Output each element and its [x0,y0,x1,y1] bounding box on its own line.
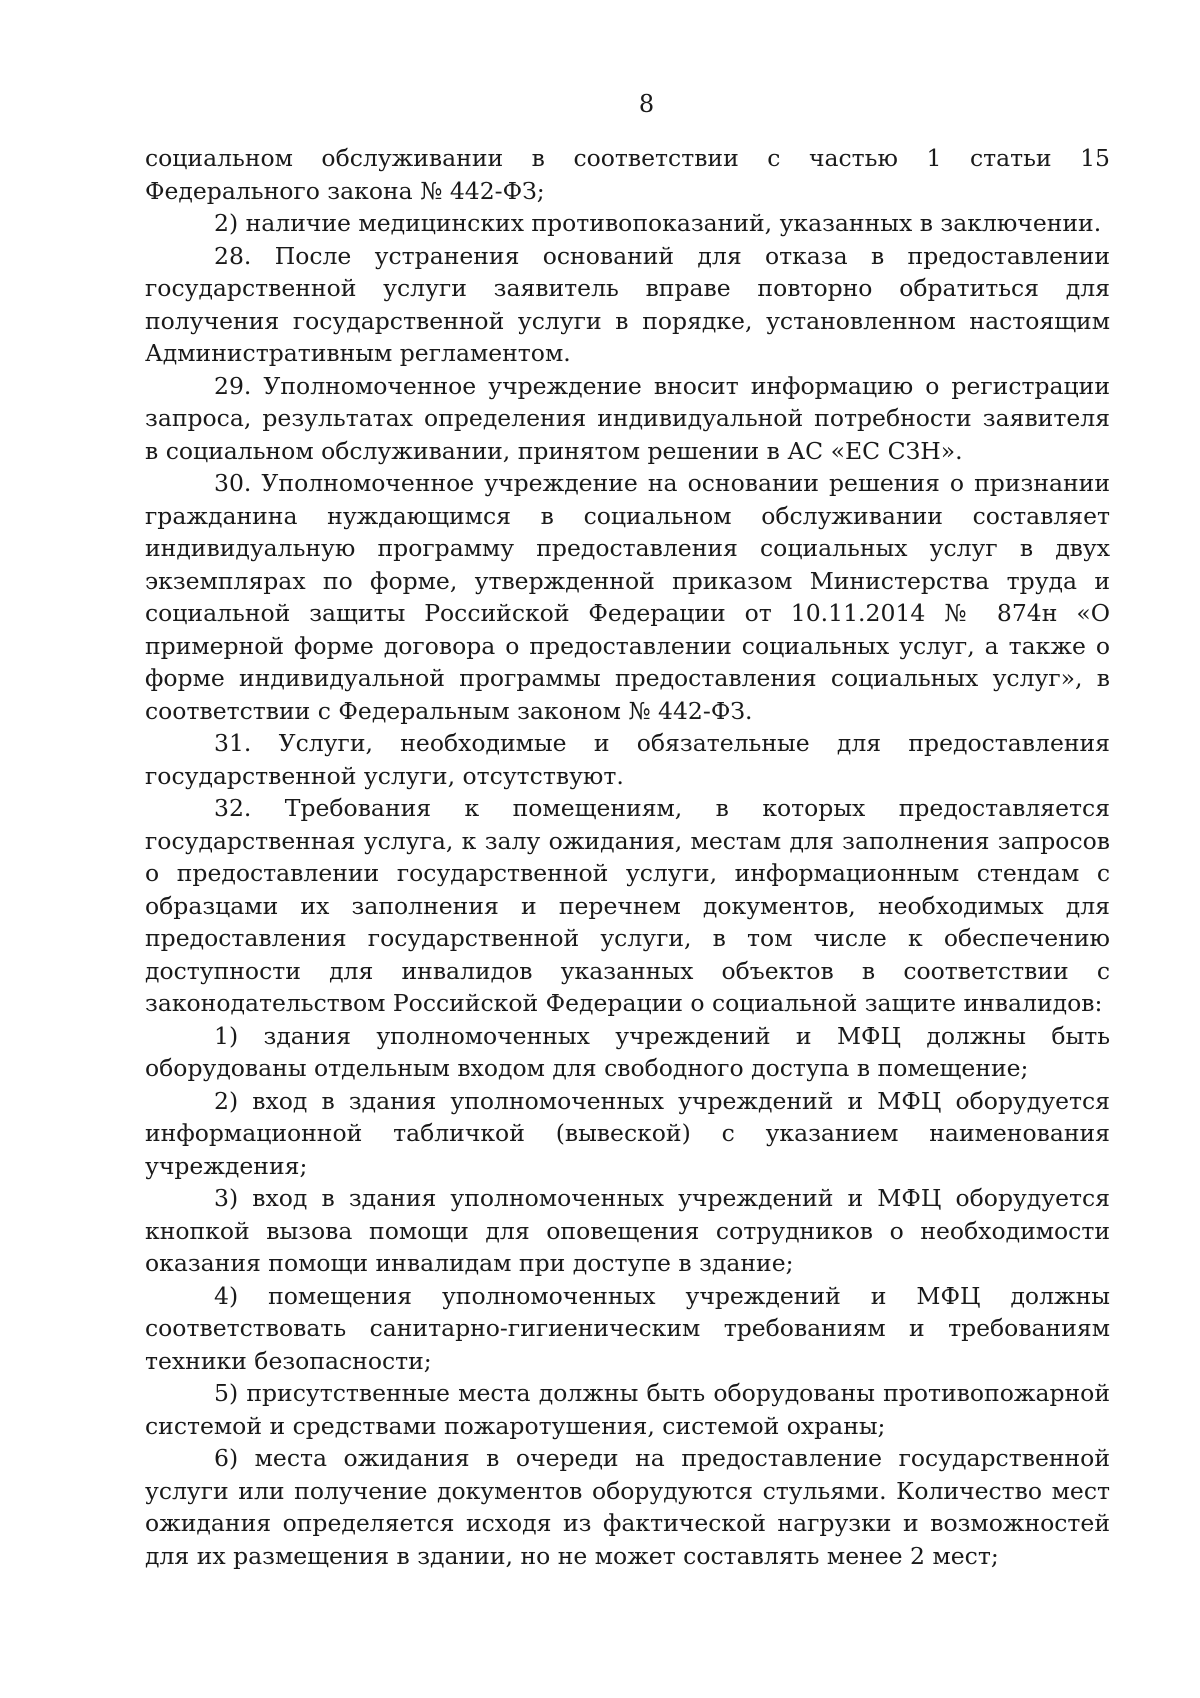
paragraph: 2) наличие медицинских противопоказаний, указанных в заключении. [214,209,1102,237]
page-number: 8 [638,90,655,118]
paragraph: социальном обслуживании в соответствии с частью 1 статьи 15 Федерального закона № 442-ФЗ; [145,144,1110,205]
list-item: 2) вход в здания уполномоченных учреждений и МФЦ оборудуется информационной табличкой (вывеской) с указанием наименования учреждения; [145,1086,1110,1180]
paragraph: 29. Уполномоченное учреждение вносит информацию о регистрации запроса, результатах определения индивидуальной потребности заявителя в социальном обслуживании, принятом решении в АС «ЕС СЗН». [145,371,1110,465]
list-item: 6) места ожидания в очереди на предоставление государственной услуги или получение документов оборудуются стульями. Количество мест ожидания определяется исходя из фактической нагрузки и возможностей для их размещения в здании, но не может составлять менее 2 мест; [145,1444,1110,1570]
list-item: 4) помещения уполномоченных учреждений и МФЦ должны соответствовать санитарно-гигиеническим требованиям и требованиям техники безопасности; [145,1281,1110,1375]
document-body [145,142,1110,1572]
list-item: 1) здания уполномоченных учреждений и МФЦ должны быть оборудованы отдельным входом для свободного доступа в помещение; [145,1021,1110,1082]
list-item: 5) присутственные места должны быть оборудованы противопожарной системой и средствами пожаротушения, системой охраны; [145,1379,1110,1440]
paragraph: 30. Уполномоченное учреждение на основании решения о признании гражданина нуждающимся в социальном обслуживании составляет индивидуальную программу предоставления социальных услуг в двух экземплярах по форме, утвержденной приказом Министерства труда и социальной защиты Российской Федерации от 10.11.2014 № 874н «О примерной форме договора о предоставлении социальных услуг, а также о форме индивидуальной программы предоставления социальных услуг», в соответствии с Федеральным законом № 442-ФЗ. [145,469,1110,725]
list-item: 3) вход в здания уполномоченных учреждений и МФЦ оборудуется кнопкой вызова помощи для оповещения сотрудников о необходимости оказания помощи инвалидам при доступе в здание; [145,1184,1110,1277]
paragraph: 32. Требования к помещениям, в которых предоставляется государственная услуга, к залу ожидания, местам для заполнения запросов о предоставлении государственной услуги, информационным стендам с образцами их заполнения и перечнем документов, необходимых для предоставления государственной услуги, в том числе к обеспечению доступности для инвалидов указанных объектов в соответствии с законодательством Российской Федерации о социальной защите инвалидов: [145,794,1110,1017]
paragraph: 28. После устранения оснований для отказа в предоставлении государственной услуги заявитель вправе повторно обратиться для получения государственной услуги в порядке, установленном настоящим Административным регламентом. [145,241,1110,367]
paragraph: 31. Услуги, необходимые и обязательные для предоставления государственной услуги, отсутствуют. [145,729,1110,790]
